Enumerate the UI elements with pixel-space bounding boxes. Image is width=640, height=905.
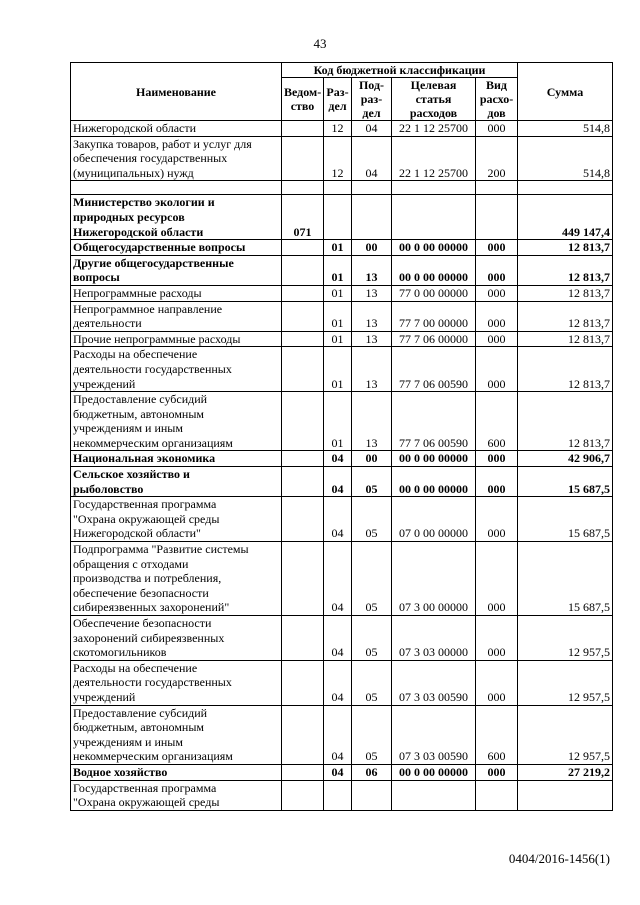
row-podrazdel: 05 [352, 497, 392, 542]
row-podrazdel: 13 [352, 392, 392, 451]
row-razdel: 01 [324, 301, 352, 331]
row-razdel: 04 [324, 467, 352, 497]
table-row [71, 255, 613, 285]
row-podrazdel: 05 [352, 467, 392, 497]
row-podrazdel: 00 [352, 451, 392, 467]
row-name: Расходы на обеспечение деятельности государственных учреждений [71, 660, 282, 705]
row-vedomstvo [282, 136, 324, 181]
row-vid-rashodov: 000 [476, 121, 518, 137]
row-vedomstvo [282, 451, 324, 467]
row-razdel [324, 195, 352, 240]
row-razdel: 01 [324, 285, 352, 301]
header-podrazdel: Под- раз- дел [352, 78, 392, 121]
row-vid-rashodov: 600 [476, 705, 518, 764]
row-vid-rashodov: 000 [476, 285, 518, 301]
budget-table [70, 62, 613, 811]
row-summa: 15 687,5 [518, 497, 613, 542]
row-celevaya-statya: 07 3 03 00000 [392, 616, 476, 661]
table-row [71, 780, 613, 810]
table-row [71, 542, 613, 616]
row-celevaya-statya: 77 7 06 00590 [392, 392, 476, 451]
row-vid-rashodov: 000 [476, 467, 518, 497]
row-vedomstvo [282, 285, 324, 301]
row-name [71, 181, 282, 195]
row-vid-rashodov [476, 780, 518, 810]
row-celevaya-statya: 22 1 12 25700 [392, 121, 476, 137]
table-row [71, 195, 613, 240]
row-vedomstvo: 071 [282, 195, 324, 240]
row-podrazdel: 13 [352, 301, 392, 331]
row-summa: 12 813,7 [518, 331, 613, 347]
row-vid-rashodov: 000 [476, 347, 518, 392]
row-summa: 12 813,7 [518, 392, 613, 451]
row-vid-rashodov: 000 [476, 240, 518, 256]
row-podrazdel: 13 [352, 347, 392, 392]
table-body [71, 121, 613, 811]
row-vid-rashodov [476, 195, 518, 240]
row-razdel: 04 [324, 660, 352, 705]
row-razdel: 01 [324, 331, 352, 347]
row-name: Предоставление субсидий бюджетным, автономным учреждениям и иным некоммерческим организациям [71, 392, 282, 451]
row-podrazdel: 04 [352, 121, 392, 137]
row-summa: 12 813,7 [518, 347, 613, 392]
row-razdel: 04 [324, 705, 352, 764]
row-vid-rashodov: 000 [476, 331, 518, 347]
row-razdel: 01 [324, 392, 352, 451]
row-vid-rashodov: 000 [476, 255, 518, 285]
row-podrazdel [352, 195, 392, 240]
row-podrazdel: 00 [352, 240, 392, 256]
table-row [71, 467, 613, 497]
row-vedomstvo [282, 660, 324, 705]
table-row-spacer [71, 181, 613, 195]
row-podrazdel: 05 [352, 705, 392, 764]
row-vedomstvo [282, 181, 324, 195]
header-razdel: Раз- дел [324, 78, 352, 121]
table-row [71, 301, 613, 331]
row-celevaya-statya [392, 181, 476, 195]
row-vedomstvo [282, 542, 324, 616]
row-podrazdel: 05 [352, 542, 392, 616]
row-razdel: 04 [324, 616, 352, 661]
row-razdel [324, 181, 352, 195]
row-summa: 514,8 [518, 136, 613, 181]
row-vid-rashodov: 600 [476, 392, 518, 451]
row-summa: 15 687,5 [518, 467, 613, 497]
row-name: Другие общегосударственные вопросы [71, 255, 282, 285]
row-celevaya-statya: 00 0 00 00000 [392, 467, 476, 497]
row-celevaya-statya [392, 195, 476, 240]
row-name: Общегосударственные вопросы [71, 240, 282, 256]
table-row [71, 331, 613, 347]
row-celevaya-statya: 00 0 00 00000 [392, 240, 476, 256]
row-summa: 12 813,7 [518, 240, 613, 256]
row-celevaya-statya: 07 3 03 00590 [392, 705, 476, 764]
row-name: Непрограммные расходы [71, 285, 282, 301]
row-celevaya-statya: 00 0 00 00000 [392, 451, 476, 467]
table-row [71, 240, 613, 256]
row-vid-rashodov: 000 [476, 616, 518, 661]
row-podrazdel: 06 [352, 764, 392, 780]
row-podrazdel: 05 [352, 660, 392, 705]
row-vid-rashodov: 000 [476, 542, 518, 616]
row-vid-rashodov: 000 [476, 660, 518, 705]
row-celevaya-statya: 77 0 00 00000 [392, 285, 476, 301]
header-celevaya-statya: Целевая статья расходов [392, 78, 476, 121]
page-number: 43 [313, 36, 327, 51]
table-row [71, 285, 613, 301]
row-summa: 449 147,4 [518, 195, 613, 240]
row-summa: 12 957,5 [518, 616, 613, 661]
row-vedomstvo [282, 301, 324, 331]
row-razdel: 04 [324, 451, 352, 467]
row-name: Предоставление субсидий бюджетным, автономным учреждениям и иным некоммерческим организациям [71, 705, 282, 764]
row-podrazdel: 13 [352, 331, 392, 347]
row-name: Нижегородской области [71, 121, 282, 137]
header-vid-rashodov: Вид расхо- дов [476, 78, 518, 121]
header-classification-group: Код бюджетной классификации [282, 63, 518, 78]
row-podrazdel [352, 181, 392, 195]
row-name: Министерство экологии и природных ресурсов Нижегородской области [71, 195, 282, 240]
row-celevaya-statya: 77 7 06 00000 [392, 331, 476, 347]
row-summa [518, 780, 613, 810]
row-razdel: 12 [324, 121, 352, 137]
row-vedomstvo [282, 764, 324, 780]
row-vedomstvo [282, 780, 324, 810]
row-summa: 514,8 [518, 121, 613, 137]
row-razdel: 01 [324, 347, 352, 392]
row-vid-rashodov: 000 [476, 451, 518, 467]
row-vid-rashodov: 000 [476, 301, 518, 331]
row-razdel: 01 [324, 240, 352, 256]
row-razdel: 04 [324, 764, 352, 780]
header-name: Наименование [71, 63, 282, 121]
row-summa: 12 957,5 [518, 705, 613, 764]
row-name: Сельское хозяйство и рыболовство [71, 467, 282, 497]
table-row [71, 347, 613, 392]
row-razdel: 12 [324, 136, 352, 181]
row-name: Закупка товаров, работ и услуг для обеспечения государственных (муниципальных) нужд [71, 136, 282, 181]
row-celevaya-statya: 77 7 06 00590 [392, 347, 476, 392]
row-razdel [324, 780, 352, 810]
table-row [71, 660, 613, 705]
row-vid-rashodov: 000 [476, 497, 518, 542]
row-celevaya-statya [392, 780, 476, 810]
row-vedomstvo [282, 497, 324, 542]
table-row [71, 616, 613, 661]
row-podrazdel: 05 [352, 616, 392, 661]
row-summa: 42 906,7 [518, 451, 613, 467]
table-row [71, 705, 613, 764]
row-name: Непрограммное направление деятельности [71, 301, 282, 331]
row-celevaya-statya: 07 3 00 00000 [392, 542, 476, 616]
table-row [71, 121, 613, 137]
row-vedomstvo [282, 331, 324, 347]
document-code: 0404/2016-1456(1) [508, 851, 610, 866]
row-podrazdel: 13 [352, 285, 392, 301]
table-row [71, 497, 613, 542]
row-summa: 12 813,7 [518, 301, 613, 331]
table-row [71, 451, 613, 467]
row-vedomstvo [282, 240, 324, 256]
row-podrazdel [352, 780, 392, 810]
row-name: Обеспечение безопасности захоронений сибиреязвенных скотомогильников [71, 616, 282, 661]
row-razdel: 04 [324, 542, 352, 616]
row-podrazdel: 13 [352, 255, 392, 285]
row-summa: 15 687,5 [518, 542, 613, 616]
table-row [71, 764, 613, 780]
row-vedomstvo [282, 705, 324, 764]
row-vid-rashodov: 200 [476, 136, 518, 181]
row-razdel: 01 [324, 255, 352, 285]
row-summa: 12 957,5 [518, 660, 613, 705]
row-vedomstvo [282, 121, 324, 137]
row-celevaya-statya: 00 0 00 00000 [392, 764, 476, 780]
row-summa: 27 219,2 [518, 764, 613, 780]
row-name: Подпрограмма "Развитие системы обращения с отходами производства и потребления, обеспечение безопасности сибиреязвенных захоронений" [71, 542, 282, 616]
row-celevaya-statya: 00 0 00 00000 [392, 255, 476, 285]
row-celevaya-statya: 77 7 00 00000 [392, 301, 476, 331]
header-vedomstvo: Ведом- ство [282, 78, 324, 121]
row-summa: 12 813,7 [518, 285, 613, 301]
row-summa [518, 181, 613, 195]
table-row [71, 136, 613, 181]
row-vedomstvo [282, 392, 324, 451]
row-podrazdel: 04 [352, 136, 392, 181]
row-name: Государственная программа "Охрана окружающей среды [71, 780, 282, 810]
row-name: Прочие непрограммные расходы [71, 331, 282, 347]
row-vedomstvo [282, 616, 324, 661]
row-name: Государственная программа "Охрана окружающей среды Нижегородской области" [71, 497, 282, 542]
row-celevaya-statya: 07 0 00 00000 [392, 497, 476, 542]
row-vid-rashodov [476, 181, 518, 195]
row-name: Расходы на обеспечение деятельности государственных учреждений [71, 347, 282, 392]
table-row [71, 392, 613, 451]
row-razdel: 04 [324, 497, 352, 542]
row-vedomstvo [282, 255, 324, 285]
row-name: Водное хозяйство [71, 764, 282, 780]
row-vedomstvo [282, 347, 324, 392]
row-celevaya-statya: 22 1 12 25700 [392, 136, 476, 181]
row-celevaya-statya: 07 3 03 00590 [392, 660, 476, 705]
row-vid-rashodov: 000 [476, 764, 518, 780]
row-name: Национальная экономика [71, 451, 282, 467]
row-summa: 12 813,7 [518, 255, 613, 285]
row-vedomstvo [282, 467, 324, 497]
header-summa: Сумма [518, 63, 613, 121]
